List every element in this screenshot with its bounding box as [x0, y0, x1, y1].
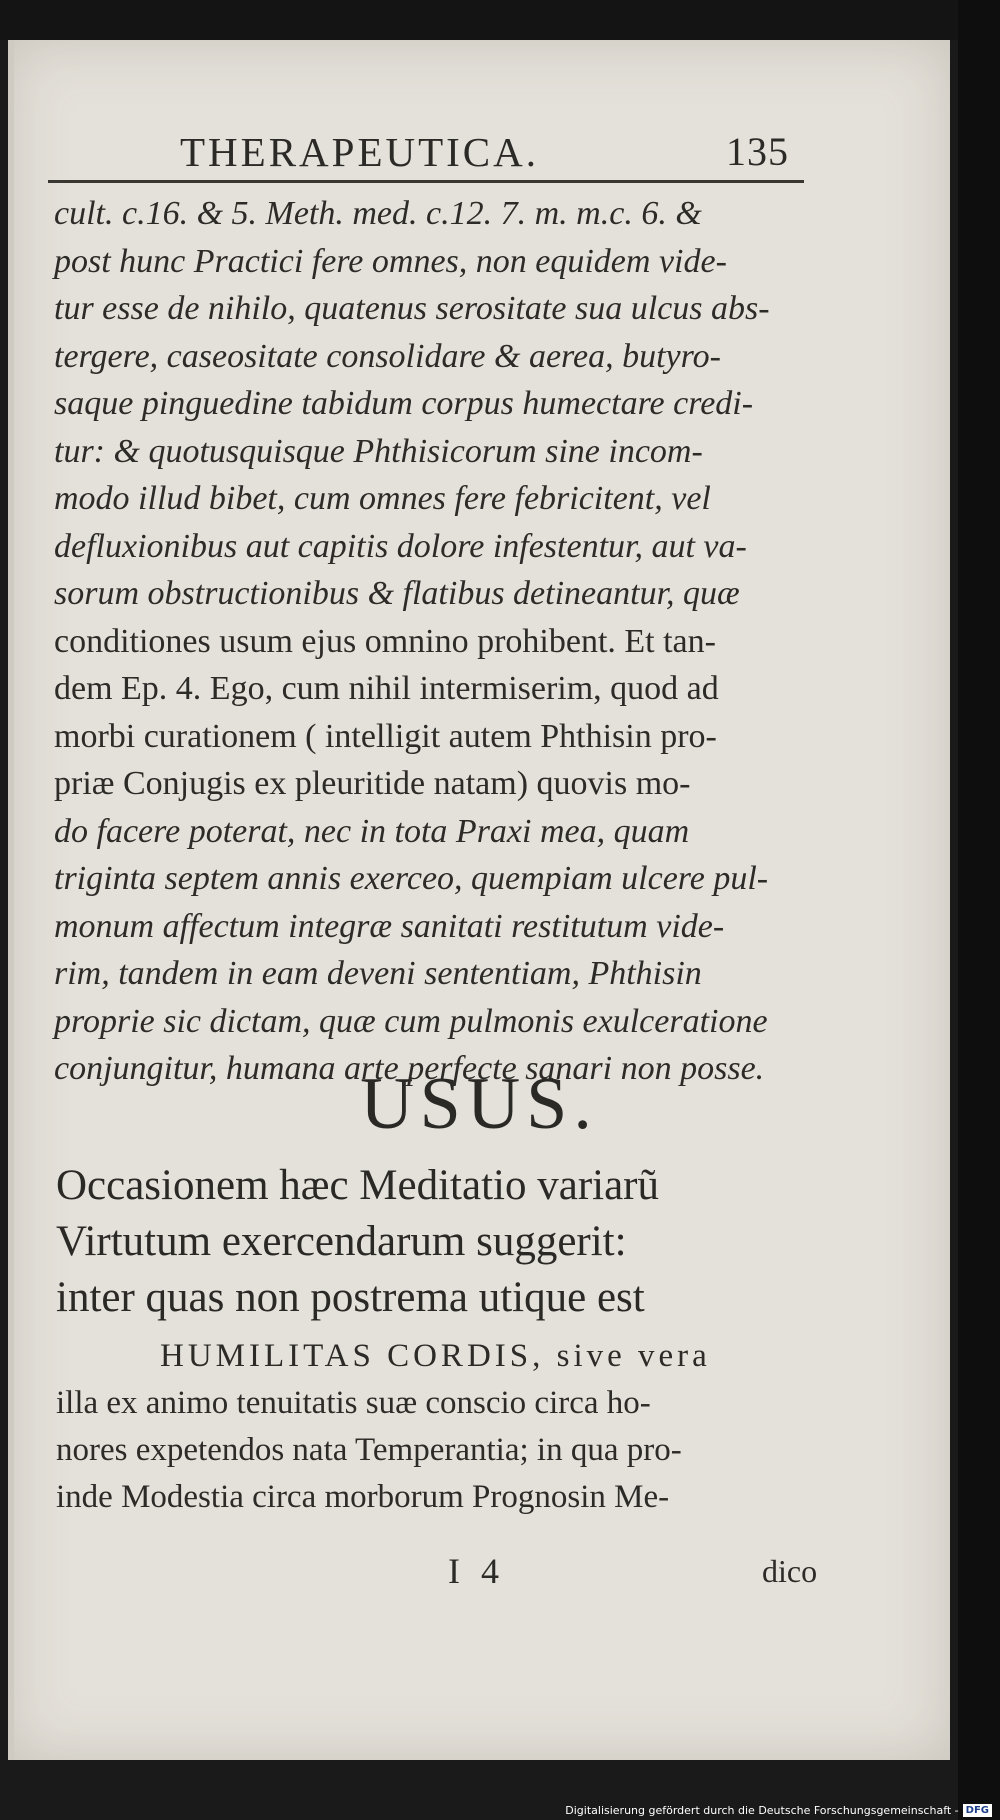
text-line: tur: & quotusquisque Phthisicorum sine incom- — [54, 432, 703, 470]
section-heading: USUS. — [360, 1063, 598, 1145]
lower-line: nores expetendos nata Temperantia; in qua pro- — [56, 1432, 682, 1468]
lower-line: HUMILITAS CORDIS, sive vera — [160, 1338, 711, 1374]
main-text-block — [54, 190, 824, 1093]
text-line: proprie sic dictam, quæ cum pulmonis exulceratione — [54, 1002, 768, 1040]
signature-mark: I 4 — [448, 1551, 505, 1591]
text-line: conditiones usum ejus omnino prohibent. Et tan- — [54, 622, 716, 660]
credit-text: Digitalisierung gefördert durch die Deutsche Forschungsgemeinschaft - — [565, 1804, 959, 1817]
text-line: triginta septem annis exerceo, quempiam ulcere pul- — [54, 860, 769, 897]
text-line: post hunc Practici fere omnes, non equidem vide- — [54, 242, 727, 280]
text-line: saque pinguedine tabidum corpus humectare credi- — [54, 385, 754, 422]
text-line: morbi curationem ( intelligit autem Phthisin pro- — [54, 717, 717, 755]
text-line: tur esse de nihilo, quatenus serositate sua ulcus abs- — [54, 290, 770, 327]
scan-right-border — [958, 0, 1000, 1820]
text-line: rim, tandem in eam deveni sententiam, Phthisin — [54, 955, 702, 992]
catchword: dico — [762, 1553, 818, 1589]
text-line: modo illud bibet, cum omnes fere febricitent, vel — [54, 480, 711, 517]
text-line: sorum obstructionibus & flatibus detineantur, quæ — [54, 575, 740, 612]
text-line: tergere, caseositate consolidare & aerea, butyro- — [54, 337, 721, 375]
lead-line: Virtutum exercendarum suggerit: — [56, 1218, 627, 1265]
text-line: cult. c.16. & 5. Meth. med. c.12. 7. m. m.c. 6. & — [54, 195, 702, 232]
text-line: conjungitur, humana arte perfecte sanari non posse. — [54, 1050, 765, 1087]
page-number: 135 — [726, 129, 789, 174]
head-rule — [48, 180, 804, 183]
dfg-logo: DFG — [963, 1804, 992, 1817]
lower-paragraph — [56, 1333, 826, 1521]
text-line: dem Ep. 4. Ego, cum nihil intermiserim, quod ad — [54, 670, 719, 707]
digitization-credit — [565, 1804, 992, 1817]
lead-line: Occasionem hæc Meditatio variarũ — [56, 1162, 659, 1209]
text-line: monum affectum integræ sanitati restitutum vide- — [54, 907, 725, 945]
lower-line: inde Modestia circa morborum Prognosin Me- — [56, 1479, 670, 1515]
lead-paragraph — [56, 1158, 826, 1326]
lower-line: illa ex animo tenuitatis suæ conscio circa ho- — [56, 1385, 651, 1421]
page-edge — [8, 40, 14, 1760]
lead-line: inter quas non postrema utique est — [56, 1274, 645, 1321]
text-line: priæ Conjugis ex pleuritide natam) quovis mo- — [54, 765, 691, 802]
text-line: defluxionibus aut capitis dolore infestentur, aut va- — [54, 527, 747, 565]
scan-top-border — [0, 0, 1000, 40]
book-page — [8, 40, 950, 1760]
running-title: THERAPEUTICA. — [180, 129, 540, 175]
text-line: do facere poterat, nec in tota Praxi mea, quam — [54, 812, 690, 850]
running-head — [8, 128, 950, 184]
